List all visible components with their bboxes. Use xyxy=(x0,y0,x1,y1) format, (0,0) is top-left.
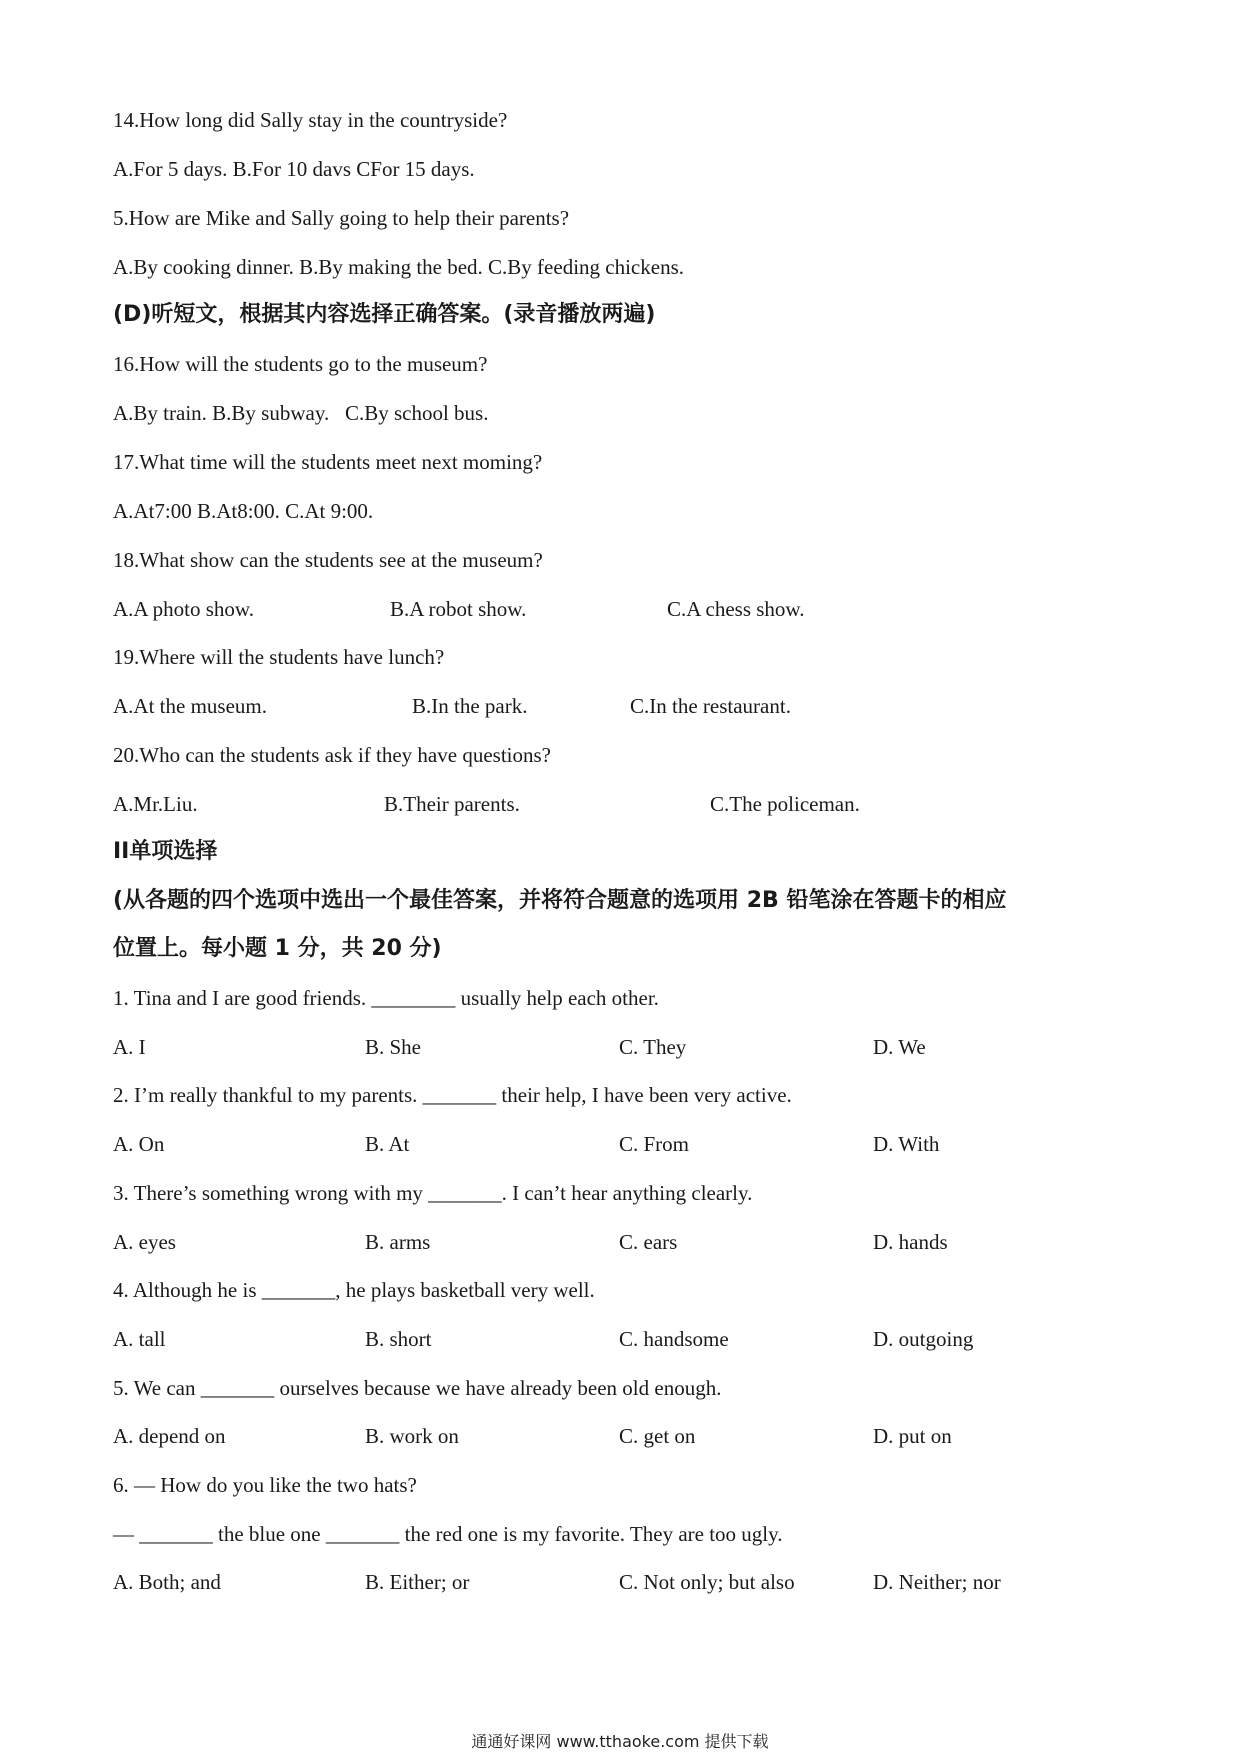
option-d: D. With xyxy=(873,1132,940,1156)
option-a: A. depend on xyxy=(113,1424,226,1448)
option-a: A. I xyxy=(113,1035,146,1059)
option-c: C. They xyxy=(619,1035,687,1059)
question-19: 19.Where will the students have lunch? xyxy=(113,645,445,669)
question-17: 17.What time will the students meet next moming? xyxy=(113,450,543,474)
option-c: C.In the restaurant. xyxy=(630,694,791,718)
mc-question-5: 5. We can _______ ourselves because we have already been old enough. xyxy=(113,1376,722,1400)
option-c: C. handsome xyxy=(619,1327,729,1351)
option-b: B. She xyxy=(365,1035,422,1059)
option-b: B. work on xyxy=(365,1424,459,1448)
option-a: A. On xyxy=(113,1132,165,1156)
page-footer: 通通好课网 www.tthaoke.com 提供下载 xyxy=(471,1732,769,1751)
option-a: A. eyes xyxy=(113,1230,176,1254)
question-17-options: A.At7:00 B.At8:00. C.At 9:00. xyxy=(113,499,374,523)
question-14-options: A.For 5 days. B.For 10 davs CFor 15 days. xyxy=(113,157,475,181)
mc-question-4: 4. Although he is _______, he plays basketball very well. xyxy=(113,1278,595,1302)
option-a: A. Both; and xyxy=(113,1570,221,1594)
part-2-title: II单项选择 xyxy=(113,839,218,864)
option-a: A.A photo show. xyxy=(113,597,254,621)
option-a: A. tall xyxy=(113,1327,166,1351)
part-2-instructions-line-2: 位置上。每小题 1 分，共 20 分) xyxy=(113,936,442,961)
question-15: 5.How are Mike and Sally going to help their parents? xyxy=(113,206,570,230)
option-c: C. ears xyxy=(619,1230,678,1254)
section-d-heading: (D)听短文，根据其内容选择正确答案。(录音播放两遍) xyxy=(113,302,656,327)
option-b: B. At xyxy=(365,1132,410,1156)
option-b: B. arms xyxy=(365,1230,431,1254)
mc-question-6: 6. — How do you like the two hats? xyxy=(113,1473,417,1497)
option-b: B.A robot show. xyxy=(390,597,527,621)
option-c: C. Not only; but also xyxy=(619,1570,795,1594)
mc-question-3: 3. There’s something wrong with my _______. I can’t hear anything clearly. xyxy=(113,1181,753,1205)
option-b: B. Either; or xyxy=(365,1570,470,1594)
option-d: D. We xyxy=(873,1035,926,1059)
question-18: 18.What show can the students see at the museum? xyxy=(113,548,543,572)
mc-question-1: 1. Tina and I are good friends. ________ usually help each other. xyxy=(113,986,659,1010)
option-d: D. hands xyxy=(873,1230,948,1254)
question-16-options: A.By train. B.By subway. C.By school bus. xyxy=(113,401,489,425)
mc-question-2: 2. I’m really thankful to my parents. _______ their help, I have been very active. xyxy=(113,1083,792,1107)
question-20: 20.Who can the students ask if they have questions? xyxy=(113,743,551,767)
option-c: C. get on xyxy=(619,1424,696,1448)
option-a: A.At the museum. xyxy=(113,694,267,718)
part-2-instructions-line-1: (从各题的四个选项中选出一个最佳答案，并将符合题意的选项用 2B 铅笔涂在答题卡的相应 xyxy=(113,888,1007,913)
option-b: B.Their parents. xyxy=(384,792,520,816)
option-c: C.The policeman. xyxy=(710,792,860,816)
question-14: 14.How long did Sally stay in the countryside? xyxy=(113,108,508,132)
option-d: D. Neither; nor xyxy=(873,1570,1001,1594)
option-b: B.In the park. xyxy=(412,694,528,718)
option-c: C.A chess show. xyxy=(667,597,805,621)
question-16: 16.How will the students go to the museum? xyxy=(113,352,488,376)
option-d: D. outgoing xyxy=(873,1327,974,1351)
option-d: D. put on xyxy=(873,1424,952,1448)
question-15-options: A.By cooking dinner. B.By making the bed. C.By feeding chickens. xyxy=(113,255,684,279)
option-a: A.Mr.Liu. xyxy=(113,792,198,816)
mc-question-6-response: — _______ the blue one _______ the red one is my favorite. They are too ugly. xyxy=(113,1522,783,1546)
option-b: B. short xyxy=(365,1327,432,1351)
option-c: C. From xyxy=(619,1132,690,1156)
